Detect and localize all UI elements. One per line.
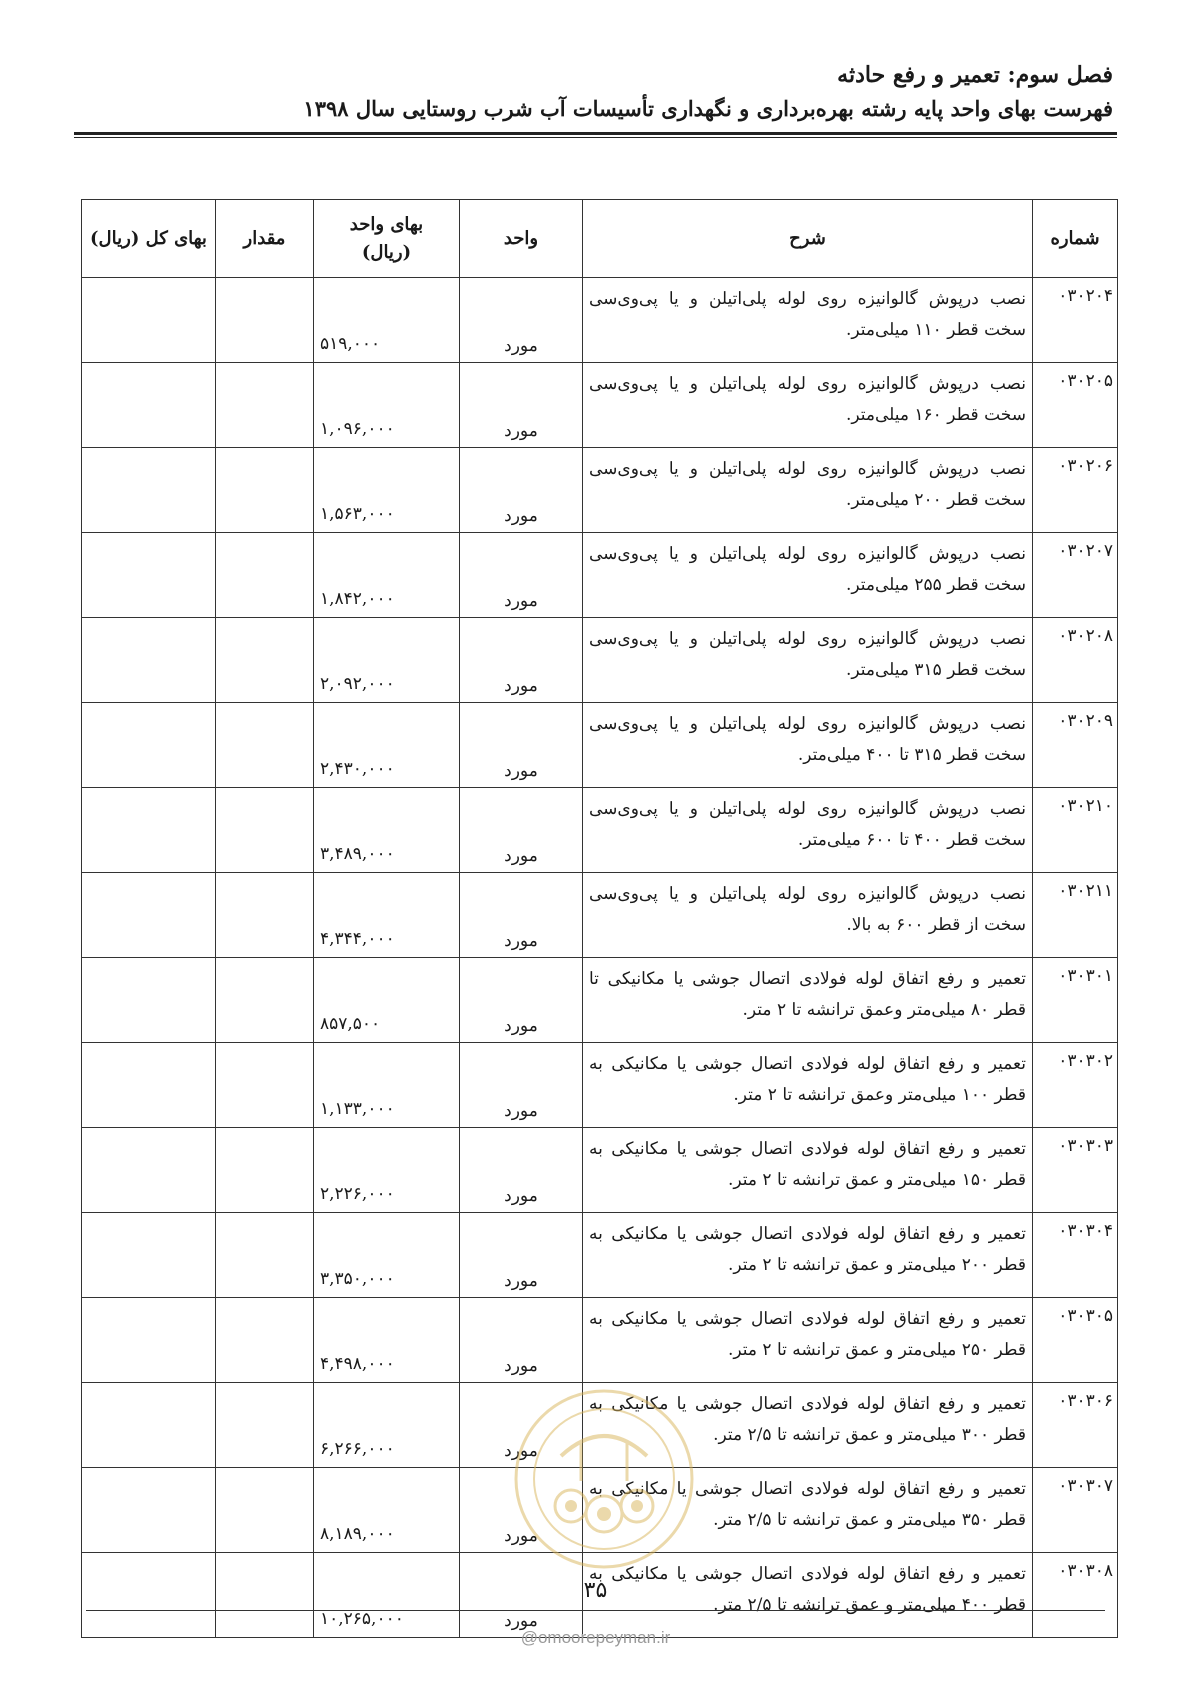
publisher-seal-watermark xyxy=(511,1386,697,1572)
row-code: ۰۳۰۳۰۶ xyxy=(1033,1383,1118,1468)
row-description: نصب درپوش گالوانیزه روی لوله پلی‌اتیلن و یا پی‌وی‌سی سخت از قطر ۶۰۰ به بالا. xyxy=(583,873,1033,958)
row-unit-price: ۱۰,۲۶۵,۰۰۰ xyxy=(314,1553,460,1638)
table-row xyxy=(82,363,1118,448)
chapter-title: فصل سوم: تعمیر و رفع حادثه xyxy=(837,62,1113,88)
row-quantity xyxy=(216,1043,314,1128)
table-row xyxy=(82,1043,1118,1128)
header-unit-price-label: بهای واحد xyxy=(349,213,424,235)
row-quantity xyxy=(216,873,314,958)
header-unit-price-currency: (ریال) xyxy=(361,241,412,263)
row-code: ۰۳۰۲۰۵ xyxy=(1033,363,1118,448)
row-unit: مورد xyxy=(460,1383,583,1468)
row-description: نصب درپوش گالوانیزه روی لوله پلی‌اتیلن و یا پی‌وی‌سی سخت قطر ۲۰۰ میلی‌متر. xyxy=(583,448,1033,533)
row-unit: مورد xyxy=(460,1298,583,1383)
row-description: تعمیر و رفع اتفاق لوله فولادی اتصال جوشی یا مکانیکی به قطر ۱۰۰ میلی‌متر وعمق ترانشه تا ۲ متر. xyxy=(583,1043,1033,1128)
row-unit: مورد xyxy=(460,448,583,533)
row-unit-price: ۸,۱۸۹,۰۰۰ xyxy=(314,1468,460,1553)
row-unit: مورد xyxy=(460,533,583,618)
row-quantity xyxy=(216,958,314,1043)
row-unit-price: ۵۱۹,۰۰۰ xyxy=(314,278,460,363)
header-unit-price xyxy=(314,200,460,278)
row-quantity xyxy=(216,1468,314,1553)
row-total xyxy=(82,1298,216,1383)
row-description: نصب درپوش گالوانیزه روی لوله پلی‌اتیلن و یا پی‌وی‌سی سخت قطر ۱۶۰ میلی‌متر. xyxy=(583,363,1033,448)
row-quantity xyxy=(216,363,314,448)
row-unit-price: ۴,۳۴۴,۰۰۰ xyxy=(314,873,460,958)
row-code: ۰۳۰۲۰۸ xyxy=(1033,618,1118,703)
row-total xyxy=(82,788,216,873)
row-unit-price: ۲,۰۹۲,۰۰۰ xyxy=(314,618,460,703)
row-description: تعمیر و رفع اتفاق لوله فولادی اتصال جوشی یا مکانیکی به قطر ۲۵۰ میلی‌متر و عمق ترانشه تا ۲ متر. xyxy=(583,1298,1033,1383)
header-total: بهای کل (ریال) xyxy=(82,200,216,278)
header-rule-thin xyxy=(74,137,1117,138)
table-row xyxy=(82,1128,1118,1213)
header-code: شماره xyxy=(1033,200,1118,278)
row-quantity xyxy=(216,533,314,618)
row-total xyxy=(82,363,216,448)
row-description: تعمیر و رفع اتفاق لوله فولادی اتصال جوشی یا مکانیکی به قطر ۲۰۰ میلی‌متر و عمق ترانشه تا ۲ متر. xyxy=(583,1213,1033,1298)
page-header xyxy=(78,58,1113,126)
row-quantity xyxy=(216,788,314,873)
row-unit: مورد xyxy=(460,1043,583,1128)
row-description: نصب درپوش گالوانیزه روی لوله پلی‌اتیلن و یا پی‌وی‌سی سخت قطر ۳۱۵ میلی‌متر. xyxy=(583,618,1033,703)
row-total xyxy=(82,873,216,958)
row-unit: مورد xyxy=(460,1468,583,1553)
row-total xyxy=(82,1468,216,1553)
row-quantity xyxy=(216,703,314,788)
row-code: ۰۳۰۲۱۰ xyxy=(1033,788,1118,873)
row-unit-price: ۶,۲۶۶,۰۰۰ xyxy=(314,1383,460,1468)
header-unit: واحد xyxy=(460,200,583,278)
row-total xyxy=(82,618,216,703)
row-total xyxy=(82,1383,216,1468)
row-description: تعمیر و رفع اتفاق لوله فولادی اتصال جوشی یا مکانیکی به قطر ۱۵۰ میلی‌متر و عمق ترانشه تا ۲ متر. xyxy=(583,1128,1033,1213)
row-total xyxy=(82,1213,216,1298)
row-code: ۰۳۰۳۰۱ xyxy=(1033,958,1118,1043)
header-description: شرح xyxy=(583,200,1033,278)
row-code: ۰۳۰۳۰۷ xyxy=(1033,1468,1118,1553)
document-subtitle: فهرست بهای واحد پایه رشته بهره‌برداری و نگهداری تأسیسات آب شرب روستایی سال ۱۳۹۸ xyxy=(303,96,1113,121)
footer-rule xyxy=(86,1610,1105,1611)
row-unit-price: ۱,۵۶۳,۰۰۰ xyxy=(314,448,460,533)
table-row xyxy=(82,703,1118,788)
row-code: ۰۳۰۳۰۵ xyxy=(1033,1298,1118,1383)
row-unit: مورد xyxy=(460,278,583,363)
row-total xyxy=(82,958,216,1043)
table-row xyxy=(82,618,1118,703)
row-quantity xyxy=(216,1383,314,1468)
row-code: ۰۳۰۲۰۹ xyxy=(1033,703,1118,788)
row-code: ۰۳۰۳۰۳ xyxy=(1033,1128,1118,1213)
row-total xyxy=(82,1128,216,1213)
row-quantity xyxy=(216,448,314,533)
table-row xyxy=(82,1298,1118,1383)
row-code: ۰۳۰۲۱۱ xyxy=(1033,873,1118,958)
table-row xyxy=(82,448,1118,533)
row-unit: مورد xyxy=(460,1128,583,1213)
row-description: تعمیر و رفع اتفاق لوله فولادی اتصال جوشی یا مکانیکی به قطر ۳۵۰ میلی‌متر و عمق ترانشه تا ۲/۵ متر. xyxy=(583,1468,1033,1553)
header-quantity: مقدار xyxy=(216,200,314,278)
page-number: ۳۵ xyxy=(583,1578,608,1603)
row-quantity xyxy=(216,618,314,703)
row-total xyxy=(82,1043,216,1128)
table-row xyxy=(82,873,1118,958)
row-unit: مورد xyxy=(460,873,583,958)
row-unit: مورد xyxy=(460,703,583,788)
row-description: نصب درپوش گالوانیزه روی لوله پلی‌اتیلن و یا پی‌وی‌سی سخت قطر ۱۱۰ میلی‌متر. xyxy=(583,278,1033,363)
row-total xyxy=(82,703,216,788)
row-description: تعمیر و رفع اتفاق لوله فولادی اتصال جوشی یا مکانیکی تا قطر ۸۰ میلی‌متر وعمق ترانشه تا ۲ متر. xyxy=(583,958,1033,1043)
row-unit: مورد xyxy=(460,618,583,703)
table-row xyxy=(82,788,1118,873)
row-quantity xyxy=(216,1213,314,1298)
row-code: ۰۳۰۲۰۶ xyxy=(1033,448,1118,533)
row-unit: مورد xyxy=(460,958,583,1043)
row-quantity xyxy=(216,278,314,363)
website-watermark: @omoorepeyman.ir xyxy=(520,1628,671,1647)
row-code: ۰۳۰۳۰۲ xyxy=(1033,1043,1118,1128)
row-unit-price: ۲,۴۳۰,۰۰۰ xyxy=(314,703,460,788)
row-unit: مورد xyxy=(460,1213,583,1298)
row-quantity xyxy=(216,1298,314,1383)
table-row xyxy=(82,278,1118,363)
row-total xyxy=(82,533,216,618)
row-unit-price: ۱,۱۳۳,۰۰۰ xyxy=(314,1043,460,1128)
row-description: نصب درپوش گالوانیزه روی لوله پلی‌اتیلن و یا پی‌وی‌سی سخت قطر ۳۱۵ تا ۴۰۰ میلی‌متر. xyxy=(583,703,1033,788)
row-unit: مورد xyxy=(460,363,583,448)
table-row xyxy=(82,958,1118,1043)
row-code: ۰۳۰۲۰۷ xyxy=(1033,533,1118,618)
table-row xyxy=(82,1213,1118,1298)
row-unit-price: ۱,۰۹۶,۰۰۰ xyxy=(314,363,460,448)
row-code: ۰۳۰۳۰۸ xyxy=(1033,1553,1118,1638)
row-code: ۰۳۰۳۰۴ xyxy=(1033,1213,1118,1298)
row-unit-price: ۸۵۷,۵۰۰ xyxy=(314,958,460,1043)
row-code: ۰۳۰۲۰۴ xyxy=(1033,278,1118,363)
header-rule xyxy=(74,132,1117,135)
row-unit: مورد xyxy=(460,1553,583,1638)
row-unit: مورد xyxy=(460,788,583,873)
row-unit-price: ۳,۴۸۹,۰۰۰ xyxy=(314,788,460,873)
row-quantity xyxy=(216,1128,314,1213)
row-description: نصب درپوش گالوانیزه روی لوله پلی‌اتیلن و یا پی‌وی‌سی سخت قطر ۲۵۵ میلی‌متر. xyxy=(583,533,1033,618)
row-total xyxy=(82,278,216,363)
row-description: تعمیر و رفع اتفاق لوله فولادی اتصال جوشی یا مکانیکی به قطر ۳۰۰ میلی‌متر و عمق ترانشه تا ۲/۵ متر. xyxy=(583,1383,1033,1468)
row-unit-price: ۳,۳۵۰,۰۰۰ xyxy=(314,1213,460,1298)
row-unit-price: ۲,۲۲۶,۰۰۰ xyxy=(314,1128,460,1213)
table-header-row xyxy=(82,200,1118,278)
row-description: نصب درپوش گالوانیزه روی لوله پلی‌اتیلن و یا پی‌وی‌سی سخت قطر ۴۰۰ تا ۶۰۰ میلی‌متر. xyxy=(583,788,1033,873)
table-row xyxy=(82,533,1118,618)
row-unit-price: ۱,۸۴۲,۰۰۰ xyxy=(314,533,460,618)
row-description: تعمیر و رفع اتفاق لوله فولادی اتصال جوشی یا مکانیکی به قطر ۴۰۰ میلی‌متر و عمق ترانشه تا ۲/۵ متر. xyxy=(583,1553,1033,1638)
row-total xyxy=(82,448,216,533)
row-unit-price: ۴,۴۹۸,۰۰۰ xyxy=(314,1298,460,1383)
